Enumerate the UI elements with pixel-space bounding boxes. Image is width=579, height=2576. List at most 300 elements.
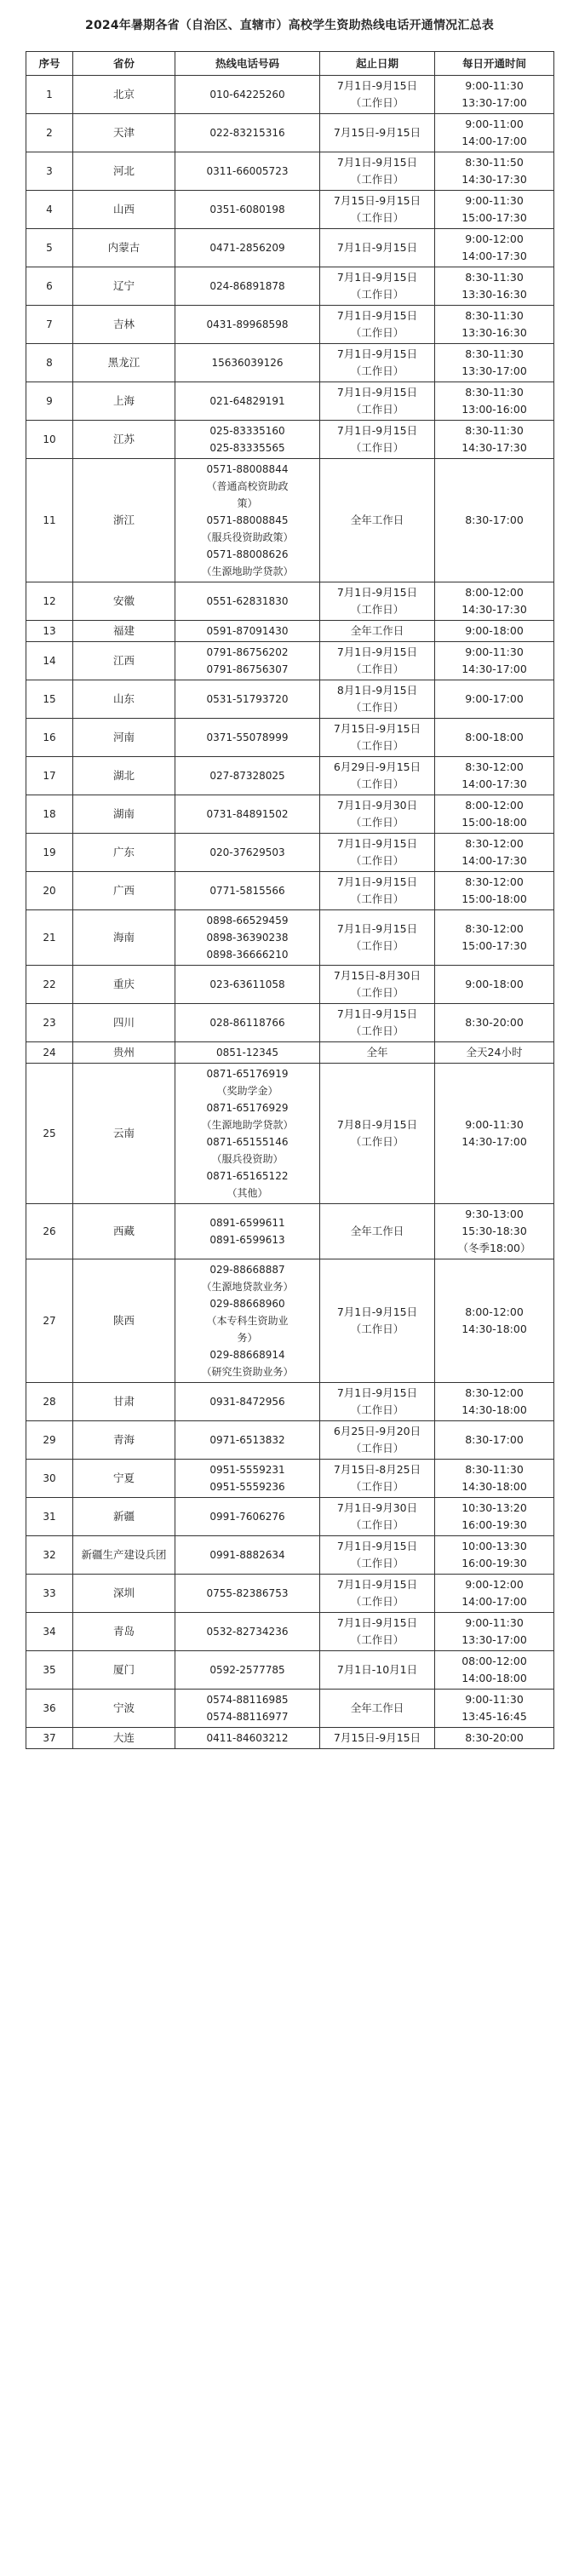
date-cell-line: （工作日） [350,701,404,714]
phone-cell-line: 010-64225260 [209,89,285,100]
date-cell-line: 全年工作日 [350,1225,404,1237]
row-number: 33 [26,1575,73,1613]
table-row [26,1383,554,1421]
table-row [26,757,554,795]
table-row [26,1575,554,1613]
table-row [26,382,554,421]
phone-cell-line: （生源地贷款业务） [201,1281,294,1293]
phone-cell [175,76,320,114]
date-cell [320,1651,435,1690]
hours-cell-line: 8:30-11:30 [465,309,524,322]
hours-cell [435,382,554,421]
phone-cell-line: 029-88668960 [209,1298,285,1310]
province-cell: 黑龙江 [73,344,175,382]
date-cell [320,1690,435,1728]
phone-cell [175,1536,320,1575]
date-cell [320,1004,435,1042]
table-row [26,1651,554,1690]
hours-cell-line: 10:00-13:30 [461,1540,527,1552]
table-row [26,1498,554,1536]
row-number: 37 [26,1728,73,1749]
date-cell [320,621,435,642]
phone-cell-line: 025-83335160 [209,425,285,437]
row-number: 19 [26,834,73,872]
table-row [26,344,554,382]
phone-cell [175,1421,320,1460]
row-number: 5 [26,229,73,267]
phone-cell-line: 0991-8882634 [209,1549,285,1561]
province-cell: 辽宁 [73,267,175,306]
date-cell-line: （工作日） [350,986,404,999]
province-cell: 山东 [73,680,175,719]
phone-cell-line: 0574-88116985 [206,1694,289,1706]
phone-cell-line: 023-63611058 [209,978,285,990]
hours-cell-line: 9:00-11:30 [465,194,524,207]
hours-cell-line: 15:00-18:00 [461,816,527,829]
row-number: 22 [26,966,73,1004]
hours-cell [435,621,554,642]
phone-cell [175,834,320,872]
table-row [26,1042,554,1064]
hours-cell-line: 8:30-11:30 [465,424,524,437]
hours-cell-line: 16:00-19:30 [461,1557,527,1569]
phone-cell-line: 0898-36666210 [206,949,289,961]
table-row [26,152,554,191]
date-cell-line: 7月1日-9月15日 [336,837,418,850]
hours-cell-line: 16:00-19:30 [461,1518,527,1531]
row-number: 29 [26,1421,73,1460]
hours-cell [435,642,554,680]
hours-cell [435,459,554,582]
table-row [26,267,554,306]
hours-cell [435,1064,554,1204]
row-number: 23 [26,1004,73,1042]
hours-cell [435,267,554,306]
table-row [26,1460,554,1498]
hours-cell-line: 9:30-13:00 [465,1208,524,1220]
date-cell-line: （工作日） [350,739,404,752]
phone-cell-line: （奖助学金） [216,1085,278,1097]
phone-cell-line: 0891-6599611 [209,1217,285,1229]
phone-cell [175,267,320,306]
province-cell: 广东 [73,834,175,872]
province-cell: 安徽 [73,582,175,621]
date-cell-line: 全年 [366,1046,388,1059]
phone-cell [175,191,320,229]
hours-cell [435,1204,554,1259]
hours-cell-line: 13:30-16:30 [461,326,527,339]
hours-cell [435,757,554,795]
date-cell-line: （工作日） [350,1557,404,1569]
table-row [26,1204,554,1259]
hours-cell [435,1498,554,1536]
row-number: 15 [26,680,73,719]
phone-cell-line: 0851-12345 [215,1047,279,1059]
date-cell-line: 7月1日-9月15日 [336,1007,418,1020]
hours-cell-line: 14:30-17:00 [461,663,527,675]
date-cell [320,1204,435,1259]
hours-cell-line: 8:30-11:30 [465,1463,524,1476]
date-cell [320,582,435,621]
date-cell [320,267,435,306]
date-cell-line: （工作日） [350,892,404,905]
hours-cell [435,834,554,872]
date-cell-line: 全年工作日 [350,513,404,526]
date-cell-line: 7月1日-9月15日 [336,1616,418,1629]
hours-cell [435,1460,554,1498]
phone-cell-line: 0351-6080198 [209,204,285,215]
phone-cell-line: （生源地助学贷款） [201,565,294,577]
table-row [26,114,554,152]
province-cell: 西藏 [73,1204,175,1259]
hours-cell [435,582,554,621]
date-cell [320,1575,435,1613]
phone-cell-line: 0574-88116977 [206,1711,289,1723]
hours-cell [435,1421,554,1460]
table-row [26,621,554,642]
phone-cell [175,1460,320,1498]
hours-cell-line: 9:00-18:00 [465,978,524,990]
hours-cell-line: 9:00-11:30 [465,1616,524,1629]
hours-cell-line: 13:45-16:45 [461,1710,527,1723]
date-cell [320,1064,435,1204]
province-cell: 贵州 [73,1042,175,1064]
phone-cell [175,421,320,459]
province-cell: 内蒙古 [73,229,175,267]
phone-cell-line: （研究生资助业务） [201,1366,294,1378]
phone-cell [175,872,320,910]
province-cell: 江苏 [73,421,175,459]
date-cell [320,76,435,114]
date-cell-line: （工作日） [350,939,404,952]
province-cell: 河南 [73,719,175,757]
row-number: 1 [26,76,73,114]
phone-cell-line: 0731-84891502 [206,808,289,820]
date-cell-line: 7月1日-9月15日 [336,309,418,322]
hours-cell-line: 15:30-18:30 [461,1225,527,1237]
hours-cell-line: 15:00-17:30 [461,939,527,952]
phone-cell-line: 0591-87091430 [206,625,289,637]
date-cell-line: 7月1日-9月15日 [336,1305,418,1318]
phone-cell-line: 0571-88008844 [206,463,289,475]
date-cell [320,152,435,191]
table-row [26,1004,554,1042]
row-number: 31 [26,1498,73,1536]
hours-cell-line: 9:00-18:00 [465,624,524,637]
phone-cell-line: 0871-65155146 [206,1136,289,1148]
phone-cell [175,1690,320,1728]
phone-cell [175,642,320,680]
date-cell-line: 7月1日-9月15日 [336,424,418,437]
phone-cell-line: 0311-66005723 [206,165,289,177]
hours-cell [435,1383,554,1421]
phone-cell-line: 0871-65176919 [206,1068,289,1080]
province-cell: 湖北 [73,757,175,795]
province-cell: 深圳 [73,1575,175,1613]
row-number: 12 [26,582,73,621]
table-row [26,306,554,344]
date-cell-line: （工作日） [350,364,404,377]
phone-cell [175,757,320,795]
date-cell-line: （工作日） [350,1322,404,1335]
hours-cell-line: 9:00-11:30 [465,79,524,92]
hours-cell [435,114,554,152]
date-cell-line: 7月15日-9月15日 [333,722,421,735]
phone-cell-line: 021-64829191 [209,395,285,407]
row-number: 8 [26,344,73,382]
phone-cell-line: 0891-6599613 [209,1234,285,1246]
province-cell: 甘肃 [73,1383,175,1421]
hours-cell-line: 8:00-12:00 [465,586,524,599]
table-row [26,229,554,267]
table-row [26,966,554,1004]
table-row [26,834,554,872]
hours-cell-line: 9:00-12:00 [465,1578,524,1591]
date-cell-line: 7月15日-9月15日 [333,1731,421,1744]
row-number: 7 [26,306,73,344]
hours-cell-line: 8:30-11:30 [465,386,524,399]
phone-cell-line: 0755-82386753 [206,1587,289,1599]
province-cell: 云南 [73,1064,175,1204]
hotline-table [26,51,554,1749]
phone-cell-line: （其他） [226,1187,268,1199]
province-cell: 浙江 [73,459,175,582]
province-cell: 重庆 [73,966,175,1004]
row-number: 3 [26,152,73,191]
hours-cell [435,76,554,114]
header-province: 省份 [73,52,175,76]
date-cell [320,642,435,680]
date-cell [320,757,435,795]
province-cell: 四川 [73,1004,175,1042]
date-cell-line: 6月25日-9月20日 [333,1425,421,1437]
date-cell-line: （工作日） [350,1442,404,1454]
hours-cell-line: 8:30-17:00 [465,513,524,526]
hours-cell [435,1613,554,1651]
phone-cell [175,1064,320,1204]
date-cell-line: 7月1日-9月15日 [336,386,418,399]
row-number: 10 [26,421,73,459]
date-cell-line: 7月1日-9月15日 [336,241,418,254]
phone-cell [175,1042,320,1064]
hours-cell [435,152,554,191]
date-cell-line: （工作日） [350,1480,404,1493]
date-cell-line: 7月1日-9月15日 [336,271,418,284]
hours-cell-line: 14:00-17:30 [461,777,527,790]
date-cell-line: （工作日） [350,1633,404,1646]
date-cell-line: 7月1日-9月15日 [336,645,418,658]
phone-cell-line: 025-83335565 [209,442,285,454]
row-number: 16 [26,719,73,757]
province-cell: 湖南 [73,795,175,834]
province-cell: 福建 [73,621,175,642]
province-cell: 吉林 [73,306,175,344]
hours-cell-line: 14:00-17:30 [461,250,527,262]
hours-cell [435,1728,554,1749]
hours-cell-line: 9:00-11:00 [465,118,524,130]
row-number: 2 [26,114,73,152]
hours-cell-line: 全天24小时 [466,1046,523,1059]
phone-cell-line: 0371-55078999 [206,731,289,743]
province-cell: 海南 [73,910,175,966]
phone-cell [175,306,320,344]
phone-cell-line: 0971-6513832 [209,1434,285,1446]
hours-cell-line: 14:00-17:00 [461,1595,527,1608]
date-cell-line: （工作日） [350,603,404,616]
date-cell [320,910,435,966]
date-cell-line: 7月1日-9月30日 [336,799,418,812]
hours-cell-line: 14:00-17:30 [461,854,527,867]
phone-cell [175,1613,320,1651]
hours-cell-line: 8:30-20:00 [465,1731,524,1744]
hours-cell-line: 9:00-17:00 [465,692,524,705]
hours-cell-line: 14:30-17:30 [461,603,527,616]
phone-cell-line: 0991-7606276 [209,1511,285,1523]
phone-cell [175,910,320,966]
table-row [26,191,554,229]
phone-cell [175,1004,320,1042]
phone-cell [175,459,320,582]
phone-cell-line: 务） [237,1332,258,1344]
table-row [26,1536,554,1575]
row-number: 30 [26,1460,73,1498]
hours-cell-line: 8:00-12:00 [465,1305,524,1318]
date-cell [320,966,435,1004]
table-row [26,680,554,719]
header-phone: 热线电话号码 [175,52,320,76]
date-cell-line: 7月1日-9月15日 [336,875,418,888]
date-cell-line: 6月29日-9月15日 [333,760,421,773]
date-cell [320,1728,435,1749]
hours-cell-line: 14:30-17:00 [461,1135,527,1148]
table-row [26,872,554,910]
date-cell-line: （工作日） [350,326,404,339]
phone-cell [175,1204,320,1259]
hours-cell [435,191,554,229]
date-cell-line: 8月1日-9月15日 [336,684,418,697]
phone-cell [175,1728,320,1749]
date-cell [320,421,435,459]
province-cell: 上海 [73,382,175,421]
table-row [26,582,554,621]
date-cell-line: 7月1日-9月15日 [336,586,418,599]
table-row [26,76,554,114]
table-row [26,1613,554,1651]
hours-cell-line: 8:30-17:00 [465,1433,524,1446]
date-cell-line: 7月15日-8月25日 [333,1463,421,1476]
phone-cell-line: 0931-8472956 [209,1396,285,1408]
hours-cell-line: 14:30-18:00 [461,1403,527,1416]
province-cell: 天津 [73,114,175,152]
hours-cell-line: 14:00-17:00 [461,135,527,147]
date-cell-line: （工作日） [350,663,404,675]
row-number: 17 [26,757,73,795]
hours-cell-line: 14:30-18:00 [461,1322,527,1335]
hours-cell [435,1575,554,1613]
phone-cell-line: 0791-86756307 [206,663,289,675]
hours-cell [435,1651,554,1690]
phone-cell-line: （本专科生资助业 [206,1315,289,1327]
row-number: 18 [26,795,73,834]
phone-cell-line: 0898-66529459 [206,915,289,927]
hours-cell-line: 13:30-16:30 [461,288,527,301]
row-number: 35 [26,1651,73,1690]
hours-cell-line: 13:00-16:00 [461,403,527,416]
hours-cell [435,966,554,1004]
row-number: 28 [26,1383,73,1421]
hours-cell [435,795,554,834]
date-cell [320,1042,435,1064]
phone-cell [175,582,320,621]
phone-cell-line: （服兵役资助政策） [201,531,294,543]
hours-cell-line: 15:00-17:30 [461,211,527,224]
date-cell-line: 7月1日-9月15日 [336,1386,418,1399]
province-cell: 新疆生产建设兵团 [73,1536,175,1575]
phone-cell-line: 0951-5559236 [209,1481,285,1493]
date-cell [320,114,435,152]
date-cell-line: （工作日） [350,777,404,790]
hours-cell [435,719,554,757]
table-row [26,421,554,459]
row-number: 36 [26,1690,73,1728]
phone-cell [175,114,320,152]
date-cell [320,1613,435,1651]
phone-cell [175,795,320,834]
date-cell-line: 7月1日-9月30日 [336,1501,418,1514]
phone-cell-line: 022-83215316 [209,127,285,139]
hours-cell [435,229,554,267]
date-cell-line: 全年工作日 [350,1701,404,1714]
hours-cell-line: 9:00-11:30 [465,645,524,658]
date-cell [320,1460,435,1498]
phone-cell-line: （生源地助学贷款） [201,1119,294,1131]
hours-cell-line: 08:00-12:00 [461,1655,527,1667]
hours-cell-line: 13:30-17:00 [461,364,527,377]
date-cell-line: 7月1日-9月15日 [336,1540,418,1552]
phone-cell [175,719,320,757]
date-cell [320,191,435,229]
table-row [26,910,554,966]
hours-cell-line: 8:30-11:50 [465,156,524,169]
phone-cell-line: 0871-65176929 [206,1102,289,1114]
hours-cell-line: 8:00-18:00 [465,731,524,743]
date-cell [320,1536,435,1575]
date-cell [320,306,435,344]
province-cell: 新疆 [73,1498,175,1536]
row-number: 21 [26,910,73,966]
date-cell [320,1259,435,1383]
hours-cell [435,1690,554,1728]
date-cell-line: （工作日） [350,816,404,829]
hours-cell-line: 9:00-11:30 [465,1118,524,1131]
date-cell [320,382,435,421]
date-cell [320,834,435,872]
province-cell: 宁波 [73,1690,175,1728]
date-cell-line: （工作日） [350,1403,404,1416]
table-header-row [26,52,554,76]
province-cell: 宁夏 [73,1460,175,1498]
date-cell [320,1498,435,1536]
date-cell-line: （工作日） [350,441,404,454]
header-dates: 起止日期 [320,52,435,76]
hours-cell-line: 9:00-11:30 [465,1693,524,1706]
date-cell-line: 7月1日-9月15日 [336,1578,418,1591]
province-cell: 陕西 [73,1259,175,1383]
page-title: 2024年暑期各省（自治区、直辖市）高校学生资助热线电话开通情况汇总表 [85,19,494,32]
date-cell-line: （工作日） [350,211,404,224]
date-cell-line: 7月1日-10月1日 [336,1663,418,1676]
phone-cell-line: 0571-88008845 [206,514,289,526]
